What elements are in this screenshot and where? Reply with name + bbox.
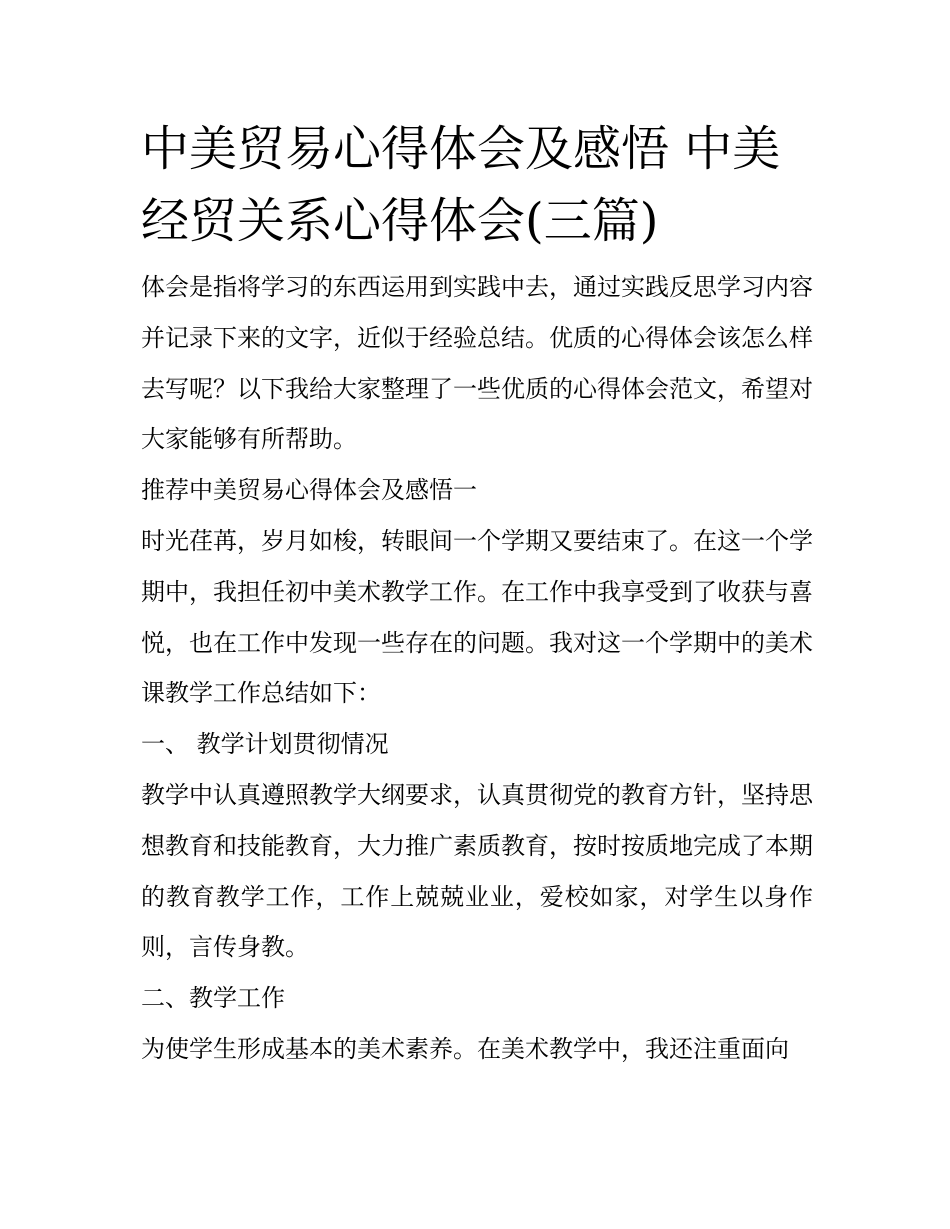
body-paragraph-1: 时光荏苒，岁月如梭，转眼间一个学期又要结束了。在这一个学期中，我担任初中美术教学工作。在工作中我享受到了收获与喜悦，也在工作中发现一些存在的问题。我对这一个学期中的美术课教学工作总结如下： [141, 526, 813, 708]
heading-teaching-plan: 一、 教学计划贯彻情况 [141, 730, 389, 759]
title-block [141, 113, 813, 257]
document-body [141, 113, 813, 1075]
document-title: 中美贸易心得体会及感悟 中美经贸关系心得体会(三篇) [141, 121, 781, 249]
body-paragraph-2: 教学中认真遵照教学大纲要求，认真贯彻党的教育方针，坚持思想教育和技能教育，大力推广素质教育，按时按质地完成了本期的教育教学工作，工作上兢兢业业，爱校如家，对学生以身作则，言传身教。 [141, 780, 813, 962]
intro-paragraph: 体会是指将学习的东西运用到实践中去，通过实践反思学习内容并记录下来的文字，近似于经验总结。优质的心得体会该怎么样去写呢？以下我给大家整理了一些优质的心得体会范文，希望对大家能够有所帮助。 [141, 273, 813, 454]
body-paragraph-3: 为使学生形成基本的美术素养。在美术教学中，我还注重面向 [141, 1034, 789, 1063]
heading-teaching-work: 二、教学工作 [141, 984, 285, 1013]
section-title: 推荐中美贸易心得体会及感悟一 [141, 476, 477, 505]
